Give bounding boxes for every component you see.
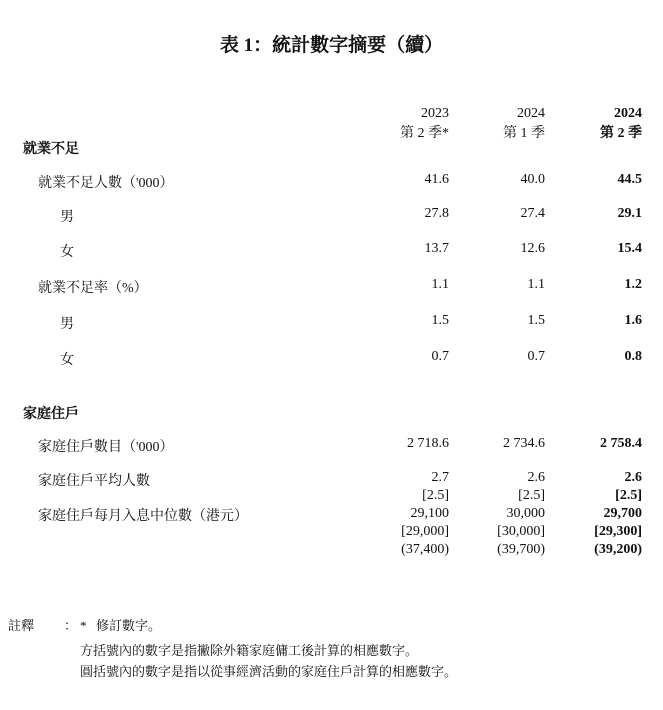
row-label: 男: [60, 317, 74, 332]
row-subvalue: [29,300]: [594, 524, 642, 539]
row-subvalue: (39,700): [497, 542, 545, 557]
row-subvalue: [29,000]: [401, 524, 449, 539]
row-value: 41.6: [424, 172, 449, 187]
section-heading-underemployment: 就業不足: [23, 142, 79, 157]
row-value: 2 734.6: [503, 436, 545, 451]
row-value: 1.1: [431, 277, 449, 292]
row-value: 0.7: [527, 349, 545, 364]
note-item: 方括號內的數字是指撇除外籍家庭傭工後計算的相應數字。: [80, 643, 419, 658]
column-header-2023-q2: [400, 104, 449, 144]
row-subvalue: [30,000]: [497, 524, 545, 539]
note-text: 修訂數字。: [96, 618, 162, 633]
page-title: 表 1：統計數字摘要（續）: [219, 35, 444, 56]
note-item: 圓括號內的數字是指以從事經濟活動的家庭住戶計算的相應數字。: [80, 664, 458, 679]
note-item: [80, 615, 161, 634]
row-value: 27.8: [424, 206, 449, 221]
column-quarter: 第 1 季: [503, 126, 545, 141]
row-label: 女: [60, 353, 74, 368]
row-value: 30,000: [506, 506, 545, 521]
column-quarter: 第 2 季: [600, 126, 642, 141]
row-label: 就業不足人數（'000）: [38, 176, 174, 191]
notes-label: 註釋: [8, 618, 35, 633]
column-year: 2024: [517, 106, 545, 121]
row-value: 29.1: [617, 206, 642, 221]
row-value: 2 718.6: [407, 436, 449, 451]
notes-colon: ：: [64, 618, 78, 633]
row-label: 女: [60, 245, 74, 260]
row-value: 1.1: [527, 277, 545, 292]
row-value: 0.7: [431, 349, 449, 364]
row-value: 2.6: [527, 470, 545, 485]
row-label: 家庭住戶平均人數: [38, 474, 150, 489]
row-value: 1.6: [624, 313, 642, 328]
row-subvalue: [2.5]: [518, 488, 545, 503]
column-quarter: 第 2 季*: [400, 126, 449, 141]
row-value: 1.5: [527, 313, 545, 328]
row-value: 12.6: [520, 241, 545, 256]
note-marker: *: [80, 618, 87, 633]
row-value: 44.5: [617, 172, 642, 187]
row-value: 2.7: [431, 470, 449, 485]
row-value: 29,100: [410, 506, 449, 521]
row-subvalue: [2.5]: [422, 488, 449, 503]
row-value: 29,700: [603, 506, 642, 521]
column-header-2024-q2: [600, 104, 642, 144]
row-value: 2.6: [624, 470, 642, 485]
row-subvalue: [2.5]: [615, 488, 642, 503]
column-year: 2024: [614, 106, 642, 121]
row-value: 15.4: [617, 241, 642, 256]
row-value: 13.7: [424, 241, 449, 256]
row-value: 0.8: [624, 349, 642, 364]
row-value: 2 758.4: [600, 436, 642, 451]
row-label: 家庭住戶每月入息中位數（港元）: [38, 509, 248, 524]
row-value: 40.0: [520, 172, 545, 187]
row-value: 27.4: [520, 206, 545, 221]
column-year: 2023: [421, 106, 449, 121]
row-label: 男: [60, 210, 74, 225]
row-value: 1.2: [624, 277, 642, 292]
row-value: 1.5: [431, 313, 449, 328]
section-heading-households: 家庭住戶: [23, 407, 79, 422]
column-header-2024-q1: [503, 104, 545, 144]
row-label: 就業不足率（%）: [38, 281, 148, 296]
row-subvalue: (37,400): [401, 542, 449, 557]
row-label: 家庭住戶數目（'000）: [38, 440, 174, 455]
row-subvalue: (39,200): [594, 542, 642, 557]
